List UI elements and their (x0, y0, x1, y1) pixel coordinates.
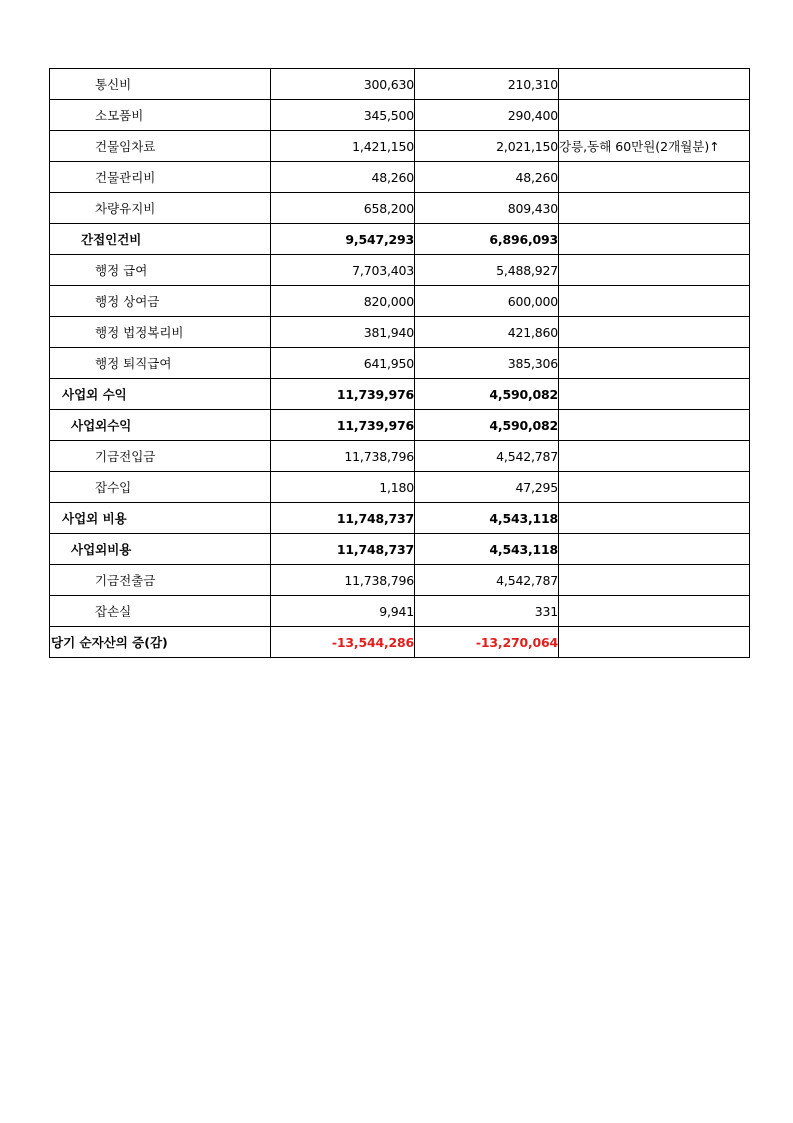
table-row-misc-income (50, 472, 750, 503)
row-label: 기금전입금 (50, 441, 271, 472)
previous-amount: 331 (415, 596, 559, 627)
previous-amount: 385,306 (415, 348, 559, 379)
current-amount: 7,703,403 (271, 255, 415, 286)
financial-statement-table (49, 68, 750, 658)
row-note (559, 193, 750, 224)
previous-amount: 4,542,787 (415, 565, 559, 596)
previous-amount: 47,295 (415, 472, 559, 503)
table-row-non-operating-revenue-group (50, 379, 750, 410)
previous-amount: 2,021,150 (415, 131, 559, 162)
row-label: 사업외 비용 (50, 503, 271, 534)
previous-amount: 4,590,082 (415, 410, 559, 441)
row-note (559, 503, 750, 534)
row-note (559, 410, 750, 441)
table-row-net-asset-change (50, 627, 750, 658)
table-row-fund-transfer-out (50, 565, 750, 596)
row-label: 행정 퇴직급여 (50, 348, 271, 379)
previous-amount: 4,543,118 (415, 534, 559, 565)
current-amount: 658,200 (271, 193, 415, 224)
previous-amount: 6,896,093 (415, 224, 559, 255)
current-amount: 9,547,293 (271, 224, 415, 255)
current-amount: -13,544,286 (271, 627, 415, 658)
row-note (559, 255, 750, 286)
current-amount: 381,940 (271, 317, 415, 348)
row-note (559, 627, 750, 658)
previous-amount: 4,542,787 (415, 441, 559, 472)
table-row-admin-severance (50, 348, 750, 379)
current-amount: 300,630 (271, 69, 415, 100)
table-row-non-operating-expense-group (50, 503, 750, 534)
row-label: 당기 순자산의 증(감) (50, 627, 271, 658)
row-label: 행정 법정복리비 (50, 317, 271, 348)
previous-amount: 809,430 (415, 193, 559, 224)
table-row-non-operating-expense (50, 534, 750, 565)
row-note (559, 69, 750, 100)
row-note (559, 565, 750, 596)
table-row-indirect-labor (50, 224, 750, 255)
row-note (559, 317, 750, 348)
previous-amount: 290,400 (415, 100, 559, 131)
table-row-non-operating-revenue (50, 410, 750, 441)
current-amount: 9,941 (271, 596, 415, 627)
row-label: 건물임차료 (50, 131, 271, 162)
row-label: 행정 급여 (50, 255, 271, 286)
table-row-supplies-expense (50, 100, 750, 131)
current-amount: 820,000 (271, 286, 415, 317)
current-amount: 11,748,737 (271, 534, 415, 565)
table-row-admin-salary (50, 255, 750, 286)
previous-amount: 5,488,927 (415, 255, 559, 286)
row-label: 잡수입 (50, 472, 271, 503)
previous-amount: -13,270,064 (415, 627, 559, 658)
row-note (559, 379, 750, 410)
table-row-admin-welfare (50, 317, 750, 348)
current-amount: 11,739,976 (271, 410, 415, 441)
previous-amount: 421,860 (415, 317, 559, 348)
row-label: 간접인건비 (50, 224, 271, 255)
previous-amount: 600,000 (415, 286, 559, 317)
current-amount: 11,738,796 (271, 441, 415, 472)
row-label: 행정 상여금 (50, 286, 271, 317)
table-row-building-management (50, 162, 750, 193)
current-amount: 1,180 (271, 472, 415, 503)
previous-amount: 48,260 (415, 162, 559, 193)
row-note (559, 100, 750, 131)
current-amount: 345,500 (271, 100, 415, 131)
previous-amount: 4,590,082 (415, 379, 559, 410)
current-amount: 48,260 (271, 162, 415, 193)
table-row-fund-transfer-in (50, 441, 750, 472)
row-label: 차량유지비 (50, 193, 271, 224)
current-amount: 11,738,796 (271, 565, 415, 596)
row-label: 사업외 수익 (50, 379, 271, 410)
row-label: 기금전출금 (50, 565, 271, 596)
row-label: 소모품비 (50, 100, 271, 131)
row-note (559, 162, 750, 193)
row-label: 사업외수익 (50, 410, 271, 441)
table-row-misc-loss (50, 596, 750, 627)
row-label: 통신비 (50, 69, 271, 100)
current-amount: 11,739,976 (271, 379, 415, 410)
current-amount: 1,421,150 (271, 131, 415, 162)
current-amount: 11,748,737 (271, 503, 415, 534)
row-note (559, 534, 750, 565)
row-note (559, 441, 750, 472)
table-row-communication-expense (50, 69, 750, 100)
row-note (559, 596, 750, 627)
row-note (559, 224, 750, 255)
row-label: 사업외비용 (50, 534, 271, 565)
table-row-vehicle-maintenance (50, 193, 750, 224)
previous-amount: 210,310 (415, 69, 559, 100)
current-amount: 641,950 (271, 348, 415, 379)
table-row-building-rent (50, 131, 750, 162)
previous-amount: 4,543,118 (415, 503, 559, 534)
row-note (559, 286, 750, 317)
row-label: 잡손실 (50, 596, 271, 627)
table-row-admin-bonus (50, 286, 750, 317)
row-note: 강릉,동해 60만원(2개월분)↑ (559, 131, 750, 162)
row-note (559, 472, 750, 503)
row-note (559, 348, 750, 379)
row-label: 건물관리비 (50, 162, 271, 193)
